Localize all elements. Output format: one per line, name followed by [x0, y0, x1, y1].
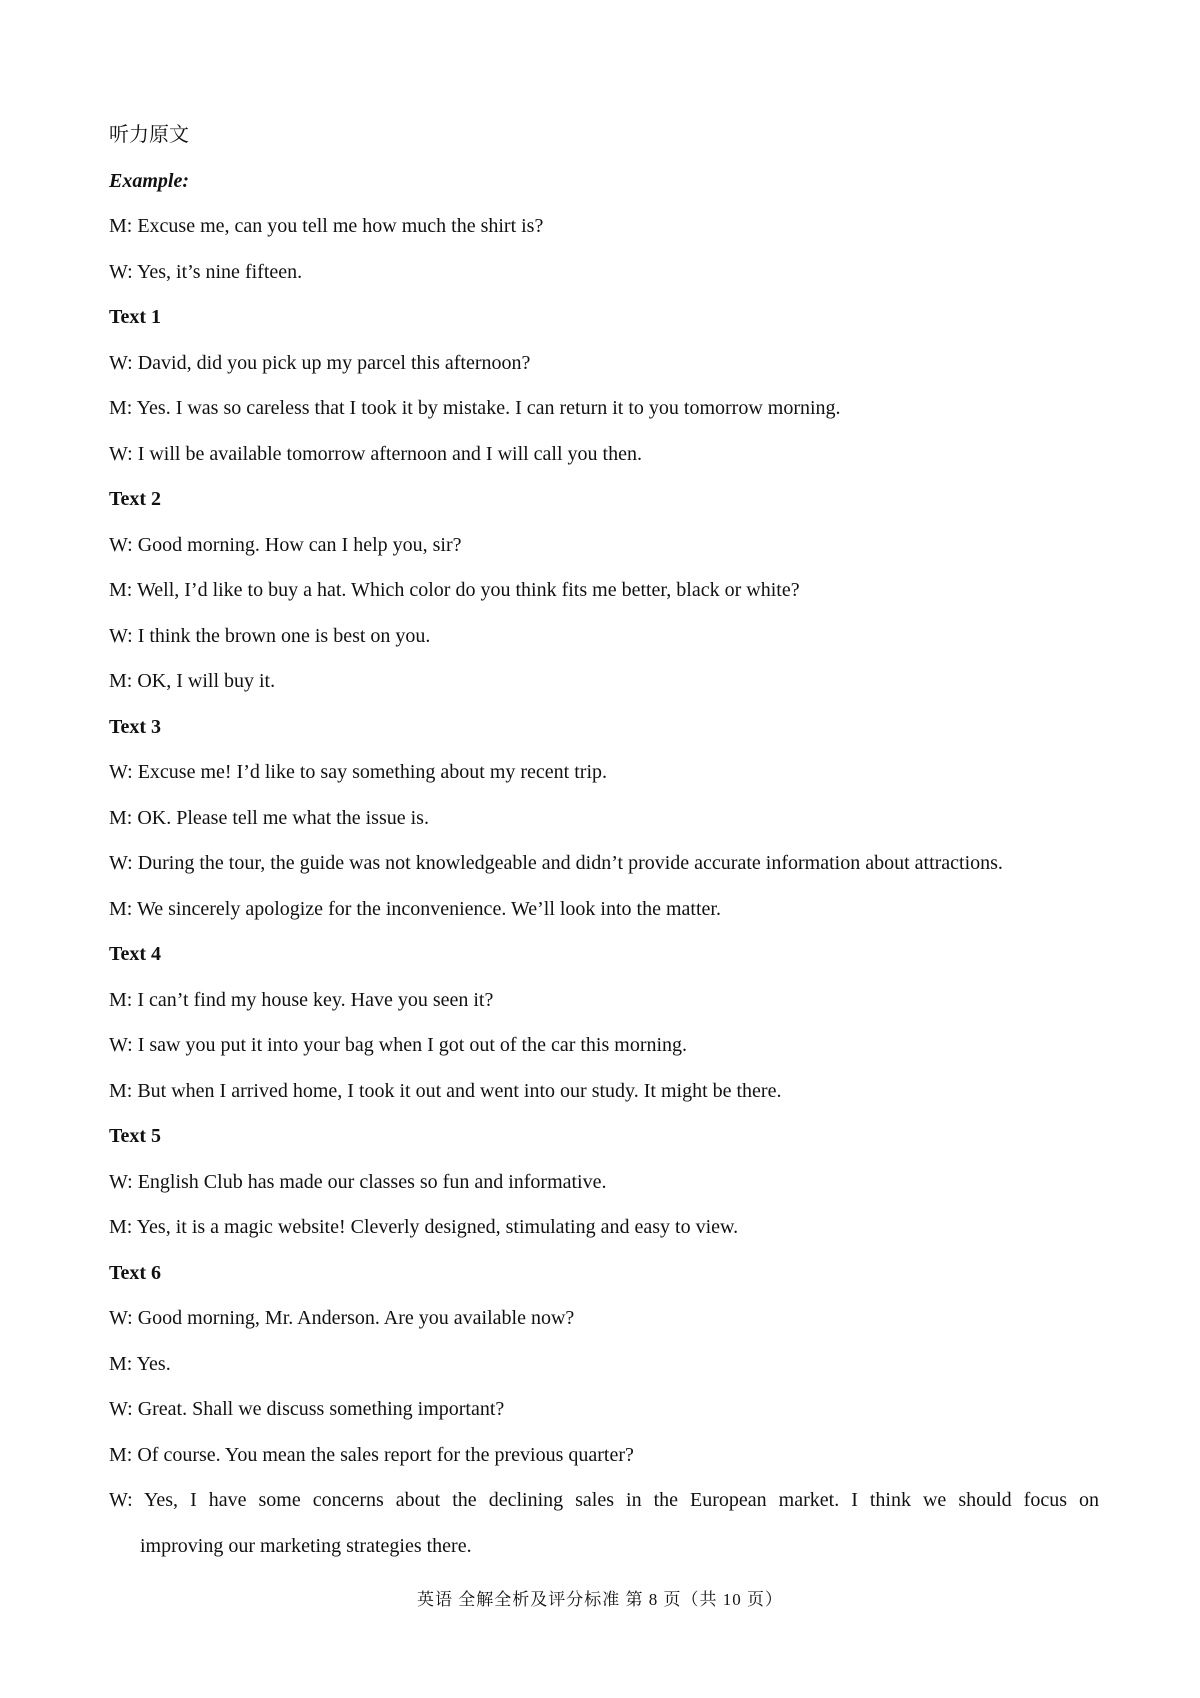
page-title: 听力原文	[109, 124, 189, 146]
text-2-heading: Text 2	[109, 488, 162, 510]
dialogue-line: M: We sincerely apologize for the inconvenience. We’ll look into the matter.	[109, 897, 721, 920]
dialogue-line: M: OK. Please tell me what the issue is.	[109, 806, 429, 829]
example-line: W: Yes, it’s nine fifteen.	[109, 260, 303, 283]
dialogue-line: W: I think the brown one is best on you.	[109, 624, 431, 647]
text-6-heading: Text 6	[109, 1261, 162, 1284]
dialogue-line: W: Good morning, Mr. Anderson. Are you available now?	[109, 1307, 575, 1329]
dialogue-line: M: Of course. You mean the sales report for the previous quarter?	[109, 1443, 634, 1466]
dialogue-line: W: David, did you pick up my parcel this afternoon?	[109, 351, 531, 374]
dialogue-line: M: Yes.	[109, 1352, 171, 1375]
dialogue-line: W: During the tour, the guide was not knowledgeable and didn’t provide accurate information about attractions.	[109, 852, 1003, 874]
dialogue-line: W: English Club has made our classes so fun and informative.	[109, 1170, 607, 1193]
dialogue-line: W: Great. Shall we discuss something important?	[109, 1398, 505, 1420]
dialogue-line: W: Good morning. How can I help you, sir?	[109, 533, 462, 556]
transcript-page	[109, 113, 1099, 1569]
dialogue-line-continuation: improving our marketing strategies there.	[140, 1534, 472, 1557]
dialogue-line: W: I saw you put it into your bag when I got out of the car this morning.	[109, 1034, 688, 1056]
text-4-heading: Text 4	[109, 943, 162, 965]
example-line: M: Excuse me, can you tell me how much the shirt is?	[109, 215, 544, 237]
dialogue-line: M: I can’t find my house key. Have you seen it?	[109, 988, 494, 1011]
dialogue-line: W: I will be available tomorrow afternoon and I will call you then.	[109, 442, 642, 465]
dialogue-line: M: Yes, it is a magic website! Cleverly designed, stimulating and easy to view.	[109, 1216, 739, 1238]
dialogue-line: M: But when I arrived home, I took it out and went into our study. It might be there.	[109, 1079, 782, 1102]
example-heading: Example:	[109, 169, 189, 192]
dialogue-line: W: Excuse me! I’d like to say something about my recent trip.	[109, 761, 608, 783]
dialogue-line: M: Yes. I was so careless that I took it by mistake. I can return it to you tomorrow morning.	[109, 397, 841, 419]
text-5-heading: Text 5	[109, 1125, 162, 1147]
dialogue-line: M: Well, I’d like to buy a hat. Which color do you think fits me better, black or white?	[109, 579, 800, 601]
page-footer: 英语 全解全析及评分标准 第 8 页（共 10 页）	[417, 1590, 783, 1609]
dialogue-line-wrapped: W: Yes, I have some concerns about the declining sales in the European market. I think we should focus on	[109, 1489, 1099, 1511]
text-3-heading: Text 3	[109, 715, 162, 738]
text-1-heading: Text 1	[109, 306, 162, 328]
dialogue-line: M: OK, I will buy it.	[109, 670, 276, 692]
